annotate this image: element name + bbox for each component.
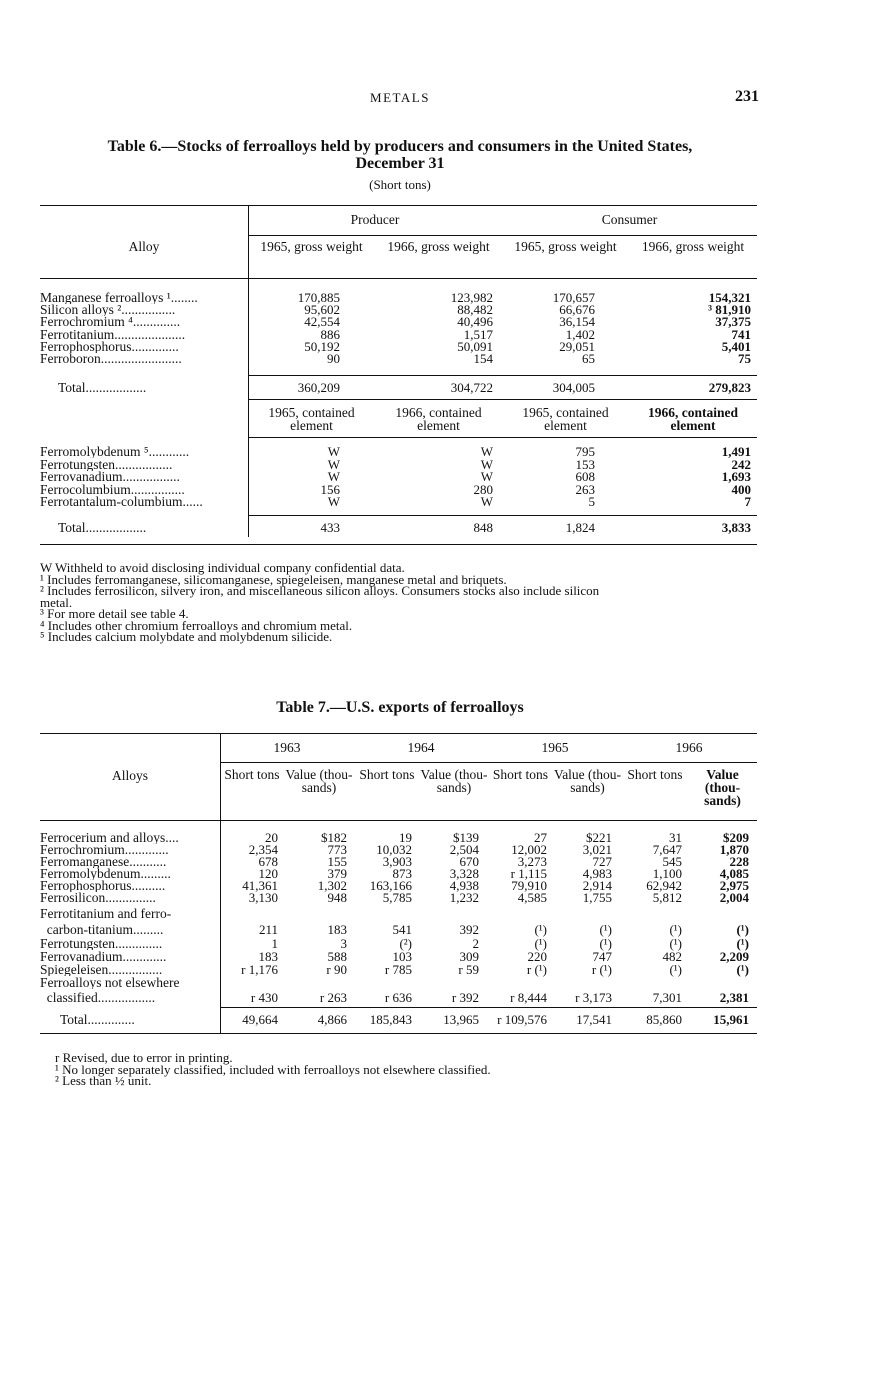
t6-contained-row-3-value-3: 608	[575, 469, 595, 484]
t7-row-6-value-5: 4,585	[517, 890, 547, 905]
t7-row-11-value-4: r 59	[458, 962, 479, 977]
table6-group-rule	[248, 235, 757, 236]
t6-contained-total-row-label: Total..................	[58, 521, 147, 534]
t6-contained-row-4-value-2: 280	[473, 481, 493, 497]
t7-row-10-value-5: 220	[527, 949, 547, 964]
t6-gross-row-6-value-2: 154	[473, 351, 493, 366]
t7-row-9-value-1: 1	[271, 936, 278, 951]
table6-bottom-rule	[40, 544, 757, 545]
t6-contained-row-4-value-1: 156	[320, 481, 340, 497]
t7-row-11	[40, 963, 757, 976]
t6-gross-row-3-label: Ferrochromium ⁴..............	[40, 315, 181, 329]
t7-total-row-value-6: 17,541	[576, 1012, 612, 1027]
t7-row-7-label: Ferrotitanium and ferro-	[40, 907, 172, 920]
t7-total-row	[40, 1013, 757, 1026]
t7-row-8-value-4: 392	[459, 922, 479, 937]
t7-total-row-value-4: 13,965	[443, 1012, 479, 1027]
t6-gross-header-1: 1965, gross weight	[260, 239, 363, 254]
t7-row-13-value-5: r 8,444	[510, 990, 547, 1005]
t6-gross-row-4-label: Ferrotitanium.....................	[40, 327, 186, 341]
t6-footnote-6: ⁴ Includes other chromium ferroalloys and chromium metal.	[40, 617, 353, 633]
t7-row-6-value-2: 948	[327, 890, 347, 905]
t7-row-8-value-6: (¹)	[599, 922, 612, 937]
t6-gross-row-5-value-2: 50,091	[457, 338, 493, 354]
t7-row-11-value-2: r 90	[326, 962, 347, 977]
t6-gross-row-1-value-2: 123,982	[450, 290, 493, 305]
t6-gross-header-4: 1966, gross weight	[641, 239, 745, 254]
t6-contained-row-5-value-2: W	[480, 494, 493, 509]
t7-row-9-value-2: 3	[340, 936, 347, 951]
t6-gross-row-3-value-2: 40,496	[457, 314, 493, 330]
t7-row-4-value-6: 4,983	[582, 866, 612, 881]
t6-contained-total-row-value-1: 433	[320, 520, 340, 535]
table6-contained-top-rule	[248, 399, 757, 400]
t7-row-2-value-1: 2,354	[248, 842, 278, 857]
t6-gross-row-2-value-4: ³ 81,910	[708, 302, 751, 318]
t7-row-1-value-2: $182	[321, 830, 347, 845]
t7-row-4-label: Ferromolybdenum.........	[40, 867, 171, 880]
t7-row-13-value-4: r 392	[451, 990, 479, 1005]
producer-header: Producer	[350, 212, 400, 227]
t6-contained-header-3: 1965, contained element	[522, 405, 609, 433]
t7-row-5-value-8: 2,975	[719, 878, 749, 893]
t7-row-10-value-1: 183	[258, 949, 278, 964]
t6-contained-row-1-value-2: W	[480, 444, 493, 459]
t7-row-7	[40, 907, 757, 920]
t6-gross-row-5-label: Ferrophosphorus..............	[40, 339, 179, 353]
t6-gross-total-row-value-4: 279,823	[708, 380, 751, 395]
t7-row-9-value-5: (¹)	[534, 936, 547, 951]
t7-row-2-value-7: 7,647	[652, 842, 682, 857]
t7-row-4-value-8: 4,085	[719, 866, 749, 881]
table7-header-rule	[40, 820, 757, 821]
t6-gross-row-4-value-1: 886	[320, 326, 340, 342]
t6-footnote-5: ³ For more detail see table 4.	[40, 606, 189, 621]
t7-col-header-1: Short tons	[224, 767, 280, 782]
t7-row-6-value-6: 1,755	[582, 890, 612, 905]
t7-row-8-value-7: (¹)	[669, 922, 682, 937]
t7-row-6-value-7: 5,812	[652, 890, 682, 905]
t7-footnote-2: ¹ No longer separately classified, included with ferroalloys not elsewhere classified.	[55, 1061, 491, 1077]
t6-contained-row-2-value-4: 242	[731, 456, 751, 472]
t7-row-4-value-1: 120	[258, 866, 278, 881]
t6-gross-row-5-value-4: 5,401	[721, 338, 751, 354]
table7-top-rule	[40, 733, 757, 734]
t7-row-1-value-4: $139	[453, 830, 479, 845]
t7-row-5-value-1: 41,361	[242, 878, 278, 893]
t6-contained-header-1: 1965, contained element	[268, 405, 355, 433]
t6-gross-row-4	[40, 328, 757, 341]
consumer-header: Consumer	[601, 212, 658, 227]
t6-contained-total-row-value-3: 1,824	[565, 520, 595, 535]
t7-row-4-value-7: 1,100	[652, 866, 682, 881]
t7-col-header-7: Short tons	[627, 767, 683, 782]
t6-footnote-4: metal.	[40, 594, 73, 610]
t7-row-13-value-3: r 636	[384, 990, 412, 1005]
t7-row-10-value-7: 482	[662, 949, 682, 964]
t7-row-3-value-8: 228	[729, 854, 749, 869]
t6-gross-row-5-value-1: 50,192	[304, 338, 340, 354]
t7-row-5-value-7: 62,942	[646, 878, 682, 893]
t6-contained-row-5-value-1: W	[327, 494, 340, 509]
t6-gross-header-3: 1965, gross weight	[514, 239, 617, 254]
t6-contained-row-3-value-1: W	[327, 469, 340, 484]
t7-footnote-1: r Revised, due to error in printing.	[55, 1050, 233, 1065]
t6-gross-row-1	[40, 291, 757, 304]
t6-contained-row-5	[40, 495, 757, 508]
t6-gross-row-5-value-3: 29,051	[559, 338, 595, 354]
t7-row-9-value-8: (¹)	[736, 936, 749, 951]
running-head: METALS	[370, 90, 430, 105]
t6-gross-row-1-value-4: 154,321	[708, 290, 751, 305]
t7-row-4-value-4: 3,328	[449, 866, 479, 881]
alloys-stub-header: Alloys	[111, 768, 148, 783]
t6-gross-total-row-value-3: 304,005	[552, 380, 595, 395]
t7-row-6-value-4: 1,232	[449, 890, 479, 905]
t6-contained-row-1	[40, 445, 757, 458]
t6-contained-row-2-value-1: W	[327, 456, 340, 472]
t6-gross-row-6-value-1: 90	[327, 351, 340, 366]
t7-row-8-label: carbon-titanium.........	[40, 923, 164, 936]
table6-total-rule-1	[248, 375, 757, 376]
t6-footnote-1: W Withheld to avoid disclosing individual company confidential data.	[40, 560, 405, 575]
table7-total-rule	[220, 1007, 757, 1008]
t7-footnote-3: ² Less than ½ unit.	[55, 1073, 152, 1088]
t7-row-9-value-4: 2	[472, 936, 479, 951]
t6-gross-row-2	[40, 303, 757, 316]
t7-col-header-6: Value (thou- sands)	[553, 767, 622, 795]
t7-col-header-5: Short tons	[492, 767, 549, 782]
t6-contained-row-5-value-3: 5	[588, 494, 595, 509]
t7-row-1-value-8: $209	[723, 830, 749, 845]
t6-gross-total-row	[40, 381, 757, 394]
t6-contained-header-4: 1966, contained element	[647, 405, 738, 433]
t6-contained-row-2-label: Ferrotungsten.................	[40, 457, 173, 471]
table7-year-rule	[220, 762, 757, 763]
t6-gross-row-6-value-3: 65	[582, 351, 595, 366]
t7-row-2-value-6: 3,021	[582, 842, 612, 857]
t6-gross-row-2-value-3: 66,676	[559, 302, 595, 318]
t7-row-13-value-2: r 263	[319, 990, 347, 1005]
t7-row-10-value-3: 103	[392, 949, 412, 964]
t7-col-header-2: Value (thou- sands)	[285, 767, 353, 795]
t7-row-3-value-3: 3,903	[382, 854, 412, 869]
t7-row-2-value-2: 773	[327, 842, 347, 857]
table6-title-line2: December 31	[355, 155, 445, 172]
t7-row-9-label: Ferrotungsten..............	[40, 937, 163, 950]
t7-row-3-label: Ferromanganese...........	[40, 855, 167, 868]
t7-row-9-value-6: (¹)	[599, 936, 612, 951]
t6-gross-total-row-value-2: 304,722	[450, 380, 493, 395]
table6-contained-header-rule	[248, 437, 757, 438]
t6-gross-row-1-value-3: 170,657	[552, 290, 595, 305]
t6-contained-row-2-value-2: W	[480, 456, 493, 472]
t7-total-row-value-8: 15,961	[713, 1012, 749, 1027]
t7-row-8-value-8: (¹)	[736, 922, 749, 937]
table6-top-rule	[40, 205, 757, 206]
t6-gross-row-2-value-2: 88,482	[457, 302, 493, 318]
t7-row-5-value-5: 79,910	[511, 878, 547, 893]
t7-row-1-label: Ferrocerium and alloys....	[40, 831, 179, 844]
t7-row-5-label: Ferrophosphorus..........	[40, 879, 166, 892]
t7-row-8-value-5: (¹)	[534, 922, 547, 937]
t7-row-13-value-6: r 3,173	[575, 990, 612, 1005]
t7-row-2-value-8: 1,870	[719, 842, 749, 857]
t7-row-12-label: Ferroalloys not elsewhere	[40, 976, 180, 989]
t7-row-1-value-7: 31	[669, 830, 682, 845]
t6-gross-row-3-value-4: 37,375	[715, 314, 751, 330]
t6-contained-row-1-value-1: W	[327, 444, 340, 459]
t6-contained-row-4	[40, 483, 757, 496]
t6-gross-row-2-label: Silicon alloys ²................	[40, 303, 176, 317]
t7-row-2-value-4: 2,504	[449, 842, 479, 857]
t6-contained-row-4-value-3: 263	[575, 481, 595, 497]
t7-row-11-value-8: (¹)	[736, 962, 749, 977]
t6-contained-row-4-label: Ferrocolumbium................	[40, 482, 185, 496]
t7-row-13	[40, 991, 757, 1004]
t7-total-row-value-5: r 109,576	[497, 1012, 547, 1027]
table7-title: Table 7.—U.S. exports of ferroalloys	[276, 699, 524, 716]
t7-row-1-value-3: 19	[399, 830, 412, 845]
table6-subtitle: (Short tons)	[369, 177, 431, 192]
t6-contained-row-3-label: Ferrovanadium.................	[40, 470, 180, 483]
t7-row-2-value-5: 12,002	[511, 842, 547, 857]
t7-row-12	[40, 976, 757, 989]
t7-row-8-value-3: 541	[392, 922, 412, 937]
t7-row-10-label: Ferrovanadium.............	[40, 950, 167, 963]
t6-contained-total-row	[40, 521, 757, 534]
t7-row-3-value-6: 727	[592, 854, 612, 869]
t6-gross-row-1-label: Manganese ferroalloys ¹........	[40, 291, 198, 304]
t7-year-1964: 1964	[407, 740, 435, 755]
t7-year-1965: 1965	[541, 740, 569, 755]
t6-contained-row-4-value-4: 400	[731, 481, 751, 497]
t6-gross-row-6	[40, 352, 757, 365]
t7-row-5-value-2: 1,302	[317, 878, 347, 893]
t6-footnote-7: ⁵ Includes calcium molybdate and molybdenum silicide.	[40, 629, 333, 644]
t7-row-3-value-1: 678	[258, 854, 278, 869]
t6-contained-row-1-label: Ferromolybdenum ⁵............	[40, 445, 190, 458]
table6-title-line1: Table 6.—Stocks of ferroalloys held by producers and consumers in the United States,	[107, 138, 693, 155]
t6-gross-row-4-value-2: 1,517	[463, 326, 493, 342]
t6-gross-row-3-value-3: 36,154	[559, 314, 595, 330]
t7-row-11-value-5: r (¹)	[526, 962, 547, 977]
t6-contained-row-1-value-4: 1,491	[721, 444, 751, 459]
t7-row-11-value-1: r 1,176	[241, 962, 278, 977]
t7-row-10-value-8: 2,209	[719, 949, 749, 964]
t7-row-8	[40, 923, 757, 936]
t7-total-row-value-2: 4,866	[317, 1012, 347, 1027]
t7-row-13-value-7: 7,301	[652, 990, 682, 1005]
t7-row-13-value-1: r 430	[250, 990, 278, 1005]
t7-row-5-value-6: 2,914	[582, 878, 612, 893]
t7-row-6-value-8: 2,004	[719, 890, 749, 905]
t6-gross-row-2-value-1: 95,602	[304, 302, 340, 318]
t6-gross-row-4-value-4: 741	[731, 326, 751, 342]
t7-row-4-value-2: 379	[327, 866, 347, 881]
table6-header-rule	[40, 278, 757, 279]
t6-footnote-3: ² Includes ferrosilicon, silvery iron, and miscellaneous silicon alloys. Consumers stocks also include silicon	[40, 583, 600, 598]
t7-row-4-value-3: 873	[392, 866, 412, 881]
t6-contained-total-row-value-2: 848	[473, 520, 493, 535]
t6-gross-row-6-label: Ferroboron........................	[40, 352, 182, 365]
alloy-stub-header: Alloy	[128, 239, 160, 254]
t7-row-2-label: Ferrochromium.............	[40, 843, 169, 856]
t7-row-3-value-4: 670	[459, 854, 479, 869]
t7-row-11-value-6: r (¹)	[591, 962, 612, 977]
t6-contained-total-row-value-4: 3,833	[721, 520, 751, 535]
t7-row-8-value-1: 211	[258, 922, 278, 937]
t7-row-5-value-3: 163,166	[369, 878, 412, 893]
t7-row-11-label: Spiegeleisen................	[40, 963, 163, 976]
t7-row-6	[40, 891, 757, 904]
t7-row-10-value-6: 747	[592, 949, 612, 964]
t7-col-header-4: Value (thou- sands)	[420, 767, 488, 795]
t7-total-row-label: Total..............	[60, 1013, 135, 1026]
t7-row-11-value-3: r 785	[384, 962, 412, 977]
t6-contained-row-3-value-4: 1,693	[721, 469, 751, 484]
t7-row-8-value-2: 183	[327, 922, 347, 937]
t6-contained-row-2-value-3: 153	[575, 456, 595, 472]
page-number: 231	[735, 88, 759, 105]
t6-gross-row-5	[40, 340, 757, 353]
t7-row-13-label: classified.................	[40, 991, 156, 1004]
t7-row-9-value-7: (¹)	[669, 936, 682, 951]
t7-row-1-value-6: $221	[586, 830, 612, 845]
t7-row-2-value-3: 10,032	[376, 842, 412, 857]
t6-contained-row-5-label: Ferrotantalum-columbium......	[40, 495, 203, 508]
t7-total-row-value-1: 49,664	[242, 1012, 278, 1027]
t6-contained-row-5-value-4: 7	[744, 494, 751, 509]
t7-row-6-label: Ferrosilicon...............	[40, 891, 156, 904]
t7-total-row-value-3: 185,843	[369, 1012, 412, 1027]
t7-row-10-value-2: 588	[327, 949, 347, 964]
t6-contained-row-3-value-2: W	[480, 469, 493, 484]
t7-row-3-value-5: 3,273	[517, 854, 547, 869]
t6-gross-row-4-value-3: 1,402	[565, 326, 595, 342]
t7-row-5-value-4: 4,938	[449, 878, 479, 893]
t6-contained-row-1-value-3: 795	[575, 444, 595, 459]
t7-row-13-value-8: 2,381	[719, 990, 749, 1005]
t6-gross-header-2: 1966, gross weight	[387, 239, 490, 254]
t7-row-3-value-2: 155	[327, 854, 347, 869]
table7-bottom-rule	[40, 1033, 757, 1034]
t7-row-6-value-1: 3,130	[248, 890, 278, 905]
table6-total-rule-2	[248, 515, 757, 516]
t7-total-row-value-7: 85,860	[646, 1012, 682, 1027]
t7-row-6-value-3: 5,785	[382, 890, 412, 905]
t7-col-header-3: Short tons	[359, 767, 415, 782]
t6-gross-total-row-value-1: 360,209	[297, 380, 340, 395]
t7-row-3-value-7: 545	[662, 854, 682, 869]
t6-contained-header-2: 1966, contained element	[395, 405, 482, 433]
t6-footnote-2: ¹ Includes ferromanganese, silicomanganese, spiegeleisen, manganese metal and briquets.	[40, 571, 507, 587]
t7-row-10-value-4: 309	[459, 949, 479, 964]
t6-gross-row-3-value-1: 42,554	[304, 314, 340, 330]
t7-year-1963: 1963	[273, 740, 301, 755]
t6-gross-row-6-value-4: 75	[738, 351, 751, 366]
t7-row-4-value-5: r 1,115	[510, 866, 547, 881]
t6-contained-row-2	[40, 458, 757, 471]
t6-gross-row-3	[40, 315, 757, 328]
t7-row-1-value-1: 20	[265, 830, 278, 845]
t7-col-header-8: Value (thou- sands)	[704, 767, 741, 808]
t6-contained-row-3	[40, 470, 757, 483]
t7-year-1966: 1966	[675, 740, 703, 755]
t6-gross-row-1-value-1: 170,885	[297, 290, 340, 305]
t7-row-1-value-5: 27	[534, 830, 547, 845]
t7-row-9-value-3: (²)	[399, 936, 412, 951]
t6-gross-total-row-label: Total..................	[58, 381, 147, 394]
t7-row-11-value-7: (¹)	[669, 962, 682, 977]
